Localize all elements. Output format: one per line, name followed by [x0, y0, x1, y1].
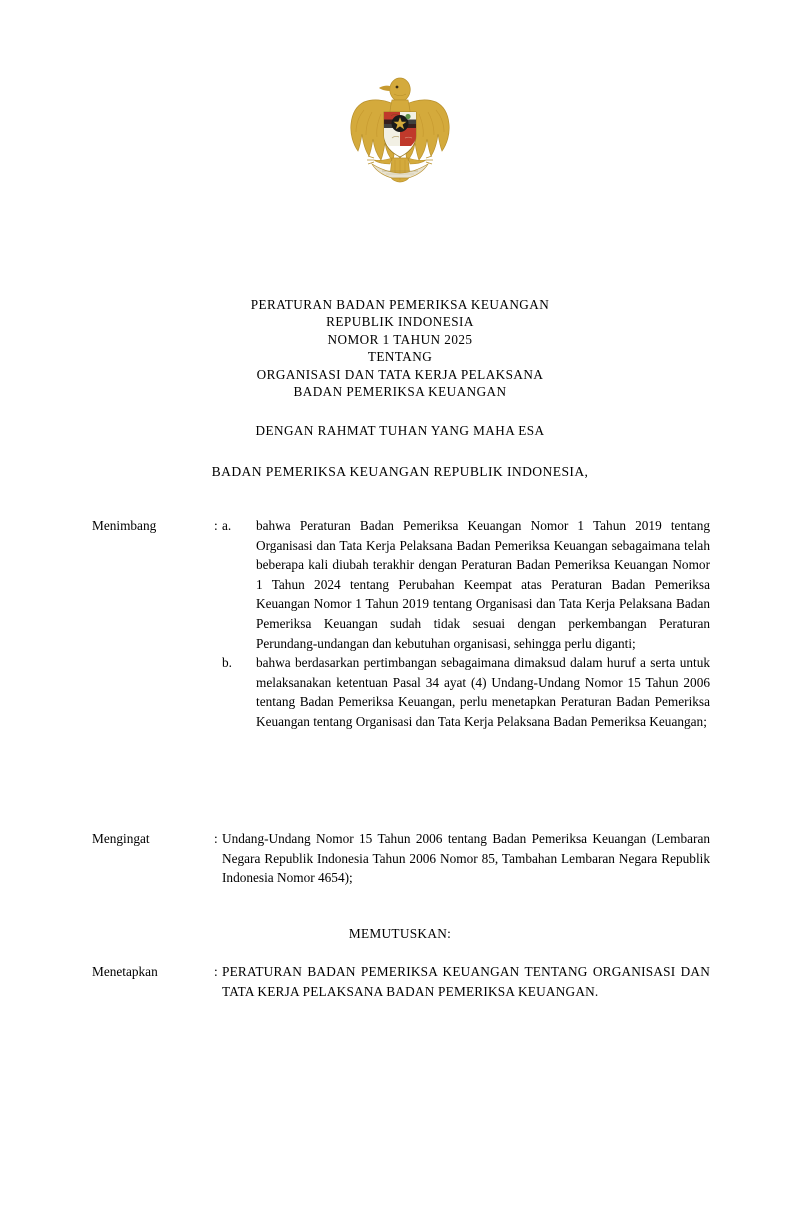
garuda-pancasila-emblem [0, 72, 800, 198]
title-line-subject-1: ORGANISASI DAN TATA KERJA PELAKSANA [256, 366, 544, 382]
title-line-subject-2: BADAN PEMERIKSA KEUANGAN [293, 384, 507, 400]
title-line-2: REPUBLIK INDONESIA [326, 314, 474, 330]
title-line-1: PERATURAN BADAN PEMERIKSA KEUANGAN [250, 297, 550, 312]
clause-menimbang [92, 516, 710, 732]
garuda-head [379, 78, 410, 100]
menetapkan-text: PERATURAN BADAN PEMERIKSA KEUANGAN TENTANG ORGANISASI DAN TATA KERJA PELAKSANA BADAN PEMERIKSA KEUANGAN. [222, 964, 710, 999]
title-line-number: NOMOR 1 TAHUN 2025 [327, 331, 473, 347]
mengingat-colon: : [214, 831, 218, 846]
title-line-tentang: TENTANG [367, 349, 433, 365]
memutuskan-heading: MEMUTUSKAN: [348, 926, 452, 941]
menimbang-item-a-text: bahwa Peraturan Badan Pemeriksa Keuangan Nomor 1 Tahun 2019 tentang Organisasi dan Tata Kerja Pelaksana Badan Pemeriksa Keuangan sebagaimana telah beberapa kali diubah terakhir dengan Peraturan Badan Pemeriksa Keuangan Nomor 1 Tahun 2024 tentang Perubahan Keempat atas Peraturan Badan Pemeriksa Keuangan Nomor 1 Tahun 2019 tentang Organisasi dan Tata Kerja Pelaksana Badan Pemeriksa Keuangan sudah tidak sesuai dengan perkembangan Peraturan Perundang-undangan dan kebutuhan organisasi, sehingga perlu diganti; [256, 518, 710, 651]
issuing-institution-line: BADAN PEMERIKSA KEUANGAN REPUBLIK INDONESIA, [211, 463, 589, 479]
menimbang-item-a-marker: a. [222, 518, 232, 533]
menetapkan-label: Menetapkan [92, 964, 158, 979]
dengan-rahmat-line: DENGAN RAHMAT TUHAN YANG MAHA ESA [255, 423, 545, 439]
menimbang-item-b [222, 653, 710, 731]
garuda-tail [390, 158, 410, 182]
menimbang-item-b-marker: b. [222, 655, 232, 671]
clause-menetapkan [92, 962, 710, 1001]
menimbang-item-b-text: bahwa berdasarkan pertimbangan sebagaimana dimaksud dalam huruf a serta untuk melaksanakan ketentuan Pasal 34 ayat (4) Undang-Undang Nomor 15 Tahun 2006 tentang Badan Pemeriksa Keuangan, perlu menetapkan Peraturan Badan Pemeriksa Keuangan tentang Organisasi dan Tata Kerja Pelaksana Badan Pemeriksa Keuangan; [256, 655, 710, 729]
banyan-tree-symbol [405, 114, 410, 119]
mengingat-label: Mengingat [92, 831, 150, 846]
mengingat-text: Undang-Undang Nomor 15 Tahun 2006 tentang Badan Pemeriksa Keuangan (Lembaran Negara Republik Indonesia Tahun 2006 Nomor 85, Tambahan Lembaran Negara Republik Indonesia Nomor 4654); [222, 831, 710, 886]
clause-mengingat [92, 829, 710, 888]
menimbang-label: Menimbang [92, 518, 157, 533]
menimbang-colon: : [214, 518, 218, 533]
menimbang-items [222, 516, 710, 732]
menimbang-item-a [222, 516, 710, 653]
document-title-block [0, 296, 800, 480]
menetapkan-colon: : [214, 964, 218, 979]
